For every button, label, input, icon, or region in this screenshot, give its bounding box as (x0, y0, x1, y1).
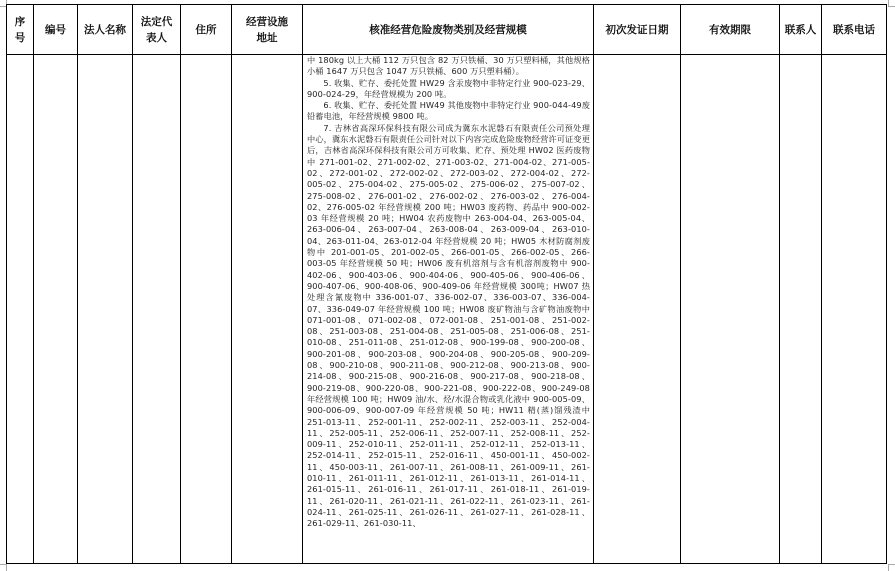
header-legal-representative (133, 5, 181, 55)
header-address: 住所 (181, 5, 232, 55)
header-seq (7, 5, 34, 55)
header-seq-a: 序 (14, 15, 26, 28)
table-row (7, 55, 887, 564)
header-phone: 联系电话 (822, 5, 887, 55)
license-table (6, 4, 887, 564)
cell-scope (303, 55, 594, 564)
header-scope: 核准经营危险废物类别及经营规模 (303, 5, 594, 55)
cell-legal-person-name (78, 55, 133, 564)
header-legal-person-name: 法人名称 (78, 5, 133, 55)
page-corner-mark (888, 0, 895, 7)
scope-line: 7. 吉林省高深环保科技有限公司成为冀东水泥磐石有限责任公司预处理中心，冀东水泥磐石有限责任公司针对以下内容完成危险废物经营许可证变更后，吉林省高深环保科技有限公司方可收集、贮存、预处理 HW02 医药废物中 271-001-02、271-002-02、271-003-02、271-004-02、271-005-02、272-001-02、272-002-02、272-003-02、272-004-02、272-005-02、275-004-02、275-005-02、275-006-02、275-007-02、275-008-02、276-001-02、276-002-02、276-003-02、276-004-02、276-005-02 年经营规模 200 吨；HW03 废药物、药品中 900-002-03 年经营规模 20 吨；HW04 农药废物中 263-004-04、263-005-04、263-006-04、263-007-04、263-008-04、263-009-04、263-010-04、263-011-04、263-012-04 年经营规模 20 吨；HW05 木材防腐剂废物中 201-001-05、201-002-05、266-001-05、266-002-05、266-003-05 年经营规模 50 吨；HW06 废有机溶剂与含有机溶剂废物中 900-402-06、900-403-06、900-404-06、900-405-06、900-406-06、900-407-06、900-408-06、900-409-06 年经营规模 300吨；HW07 热处理含氰废物中 336-001-07、336-002-07、336-003-07、336-004-07、336-049-07 年经营规模 100 吨；HW08 废矿物油与含矿物油废物中 071-001-08、071-002-08、072-001-08、251-001-08、251-002-08、251-003-08、251-004-08、251-005-08、251-006-08、251-010-08、251-011-08、251-012-08、900-199-08、900-200-08、900-201-08、900-203-08、900-204-08、900-205-08、900-209-08、900-210-08、900-211-08、900-212-08、900-213-08、900-214-08、900-215-08、900-216-08、900-217-08、900-218-08、900-219-08、900-220-08、900-221-08、900-222-08、900-249-08 年经营规模 100 吨；HW09 油/水、烃/水混合物或乳化液中 900-005-09、900-006-09、900-007-09 年经营规模 50 吨；HW11 精(蒸)馏残渣中 251-013-11、252-001-11、252-002-11、252-003-11、252-004-11、252-005-11、252-006-11、252-007-11、252-008-11、252-009-11、252-010-11、252-011-11、252-012-11、252-013-11、252-014-11、252-015-11、252-016-11、450-001-11、450-002-11、450-003-11、261-007-11、261-008-11、261-009-11、261-010-11、261-011-11、261-012-11、261-013-11、261-014-11、261-015-11、261-016-11、261-017-11、261-018-11、261-019-11、261-020-11、261-021-11、261-022-11、261-023-11、261-024-11、261-025-11、261-026-11、261-027-11、261-028-11、261-029-11、261-030-11、 (307, 122, 590, 529)
header-facility-address (232, 5, 303, 55)
scope-line: 6. 收集、贮存、委托处置 HW49 其他废物中非特定行业 900-044-49废铅蓄电池，年经营规模 9800 吨。 (307, 100, 590, 122)
header-facility-address-a: 经营设施 (246, 15, 288, 28)
header-contact: 联系人 (780, 5, 822, 55)
cell-phone (822, 55, 887, 564)
cell-facility-address (232, 55, 303, 564)
header-facility-address-b: 地址 (256, 31, 278, 44)
page-corner-mark (0, 564, 7, 571)
cell-validity (681, 55, 780, 564)
cell-address (181, 55, 232, 564)
cell-contact (780, 55, 822, 564)
cell-first-issue-date (594, 55, 681, 564)
header-row (7, 5, 887, 55)
header-seq-b: 号 (14, 31, 26, 44)
cell-seq (7, 55, 34, 564)
cell-number (34, 55, 78, 564)
header-first-issue-date: 初次发证日期 (594, 5, 681, 55)
cell-legal-representative (133, 55, 181, 564)
header-validity: 有效期限 (681, 5, 780, 55)
header-legal-representative-a: 法定代 (140, 15, 173, 28)
header-number: 编号 (34, 5, 78, 55)
scope-line: 5. 收集、贮存、委托处置 HW29 含汞废物中非特定行业 900-023-29、900-024-29，年经营规模为 200 吨。 (307, 77, 590, 99)
page-corner-mark (888, 564, 895, 571)
scope-line: 中 180kg 以上大桶 112 万只包含 82 万只铁桶、30 万只塑料桶，其他规格小桶 1647 万只包含 1047 万只铁桶、600 万只塑料桶）。 (307, 55, 590, 77)
header-legal-representative-b: 表人 (146, 31, 167, 44)
scope-text (303, 55, 593, 563)
